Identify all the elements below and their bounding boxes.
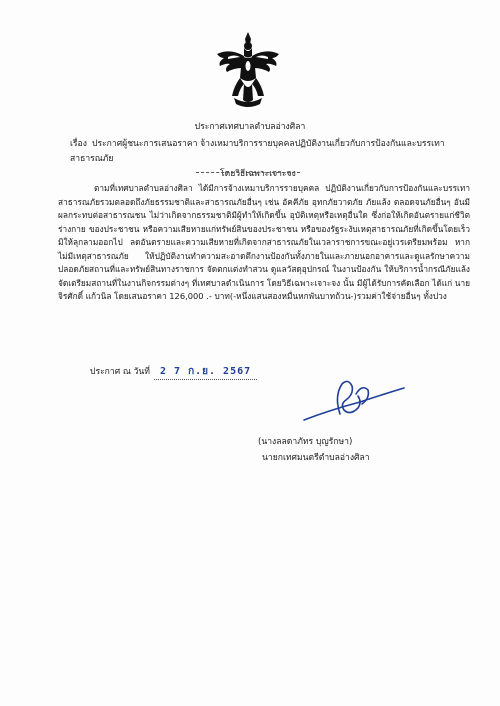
signer-name: (นางลลดาภัทร บุญรักษา): [258, 437, 353, 447]
subject-label: เรื่อง: [70, 139, 87, 149]
date-label: ประกาศ ณ วันที่: [90, 367, 150, 377]
date-field: [154, 364, 257, 380]
announcement-title: ประกาศเทศบาลตำบลอ่างศิลา: [194, 122, 306, 132]
garuda-emblem: [214, 30, 282, 110]
date-line: [90, 364, 257, 380]
announcement-body: [58, 182, 470, 304]
signer-position: นายกเทศมนตรีตำบลอ่างศิลา: [262, 453, 370, 463]
subject-block: [70, 137, 470, 182]
subject-line-1: ประกาศผู้ชนะการเสนอราคา จ้างเหมาบริการรายบุคคลปฏิบัติงานเกี่ยวกับการป้องกันและบรรเทาสาธารณภัย: [70, 139, 445, 164]
date-stamp: 2 7 ก.ย. 2567: [159, 366, 252, 377]
subject-line-2: โดยวิธีเฉพาะเจาะจง: [220, 169, 296, 179]
body-paragraph: ตามที่เทศบาลตำบลอ่างศิลา ได้มีการจ้างเหมาบริการรายบุคคล ปฏิบัติงานเกี่ยวกับการป้องกันและบรรเทาสาธารณภัยรวมตลอดถึงภัยธรรมชาติและสาธารณภัยอื่นๆ เช่น อัคคีภัย อุทกภัยวาตภัย ภัยแล้ง ตลอดจนภัยอื่นๆ อันมีผลกระทบต่อสาธารณชน ไม่ว่าเกิดจากธรรมชาติมีผู้ทำให้เกิดขึ้น อุบัติเหตุหรือเหตุอื่นใด ซึ่งก่อให้เกิดอันตรายแก่ชีวิต ร่างกาย ของประชาชน หรือความเสียหายแก่ทรัพย์สินของประชาชน หรือของรัฐระงับเหตุสาธารณภัยที่เกิดขึ้นโดยเร็วมิให้ลุกลามออกไป ลดอันตรายและความเสียหายที่เกิดจากสาธารณภัยในเวลาราชการขณะอยู่เวรเตรียมพร้อม หากไม่มีเหตุสาธารณภัย ให้ปฏิบัติงานทำความสะอาดตึกงานป้องกันทั้งภายในและภายนอกอาคารและดูแลรักษาความปลอดภัยสถานที่และทรัพย์สินทางราชการ จัดตกแต่งทำสวน ดูแลวัสดุอุปกรณ์ ในงานป้องกัน ให้บริการน้ำกรณีภัยแล้ง จัดเตรียมสถานที่ในงานกิจกรรมต่างๆ ที่เทศบาลดำเนินการ โดยวิธีเฉพาะเจาะจง นั้น มีผู้ได้รับการคัดเลือก ได้แก่ นายจิรศักดิ์ แก้วนิล โดยเสนอราคา 126,000 .- บาท(-หนึ่งแสนสองหมื่นหกพันบาทถ้วน-)รวมค่าใช้จ่ายอื่นๆ ทั้งปวง: [58, 183, 470, 301]
handwritten-signature: [300, 374, 410, 432]
separator-line: [196, 172, 300, 173]
